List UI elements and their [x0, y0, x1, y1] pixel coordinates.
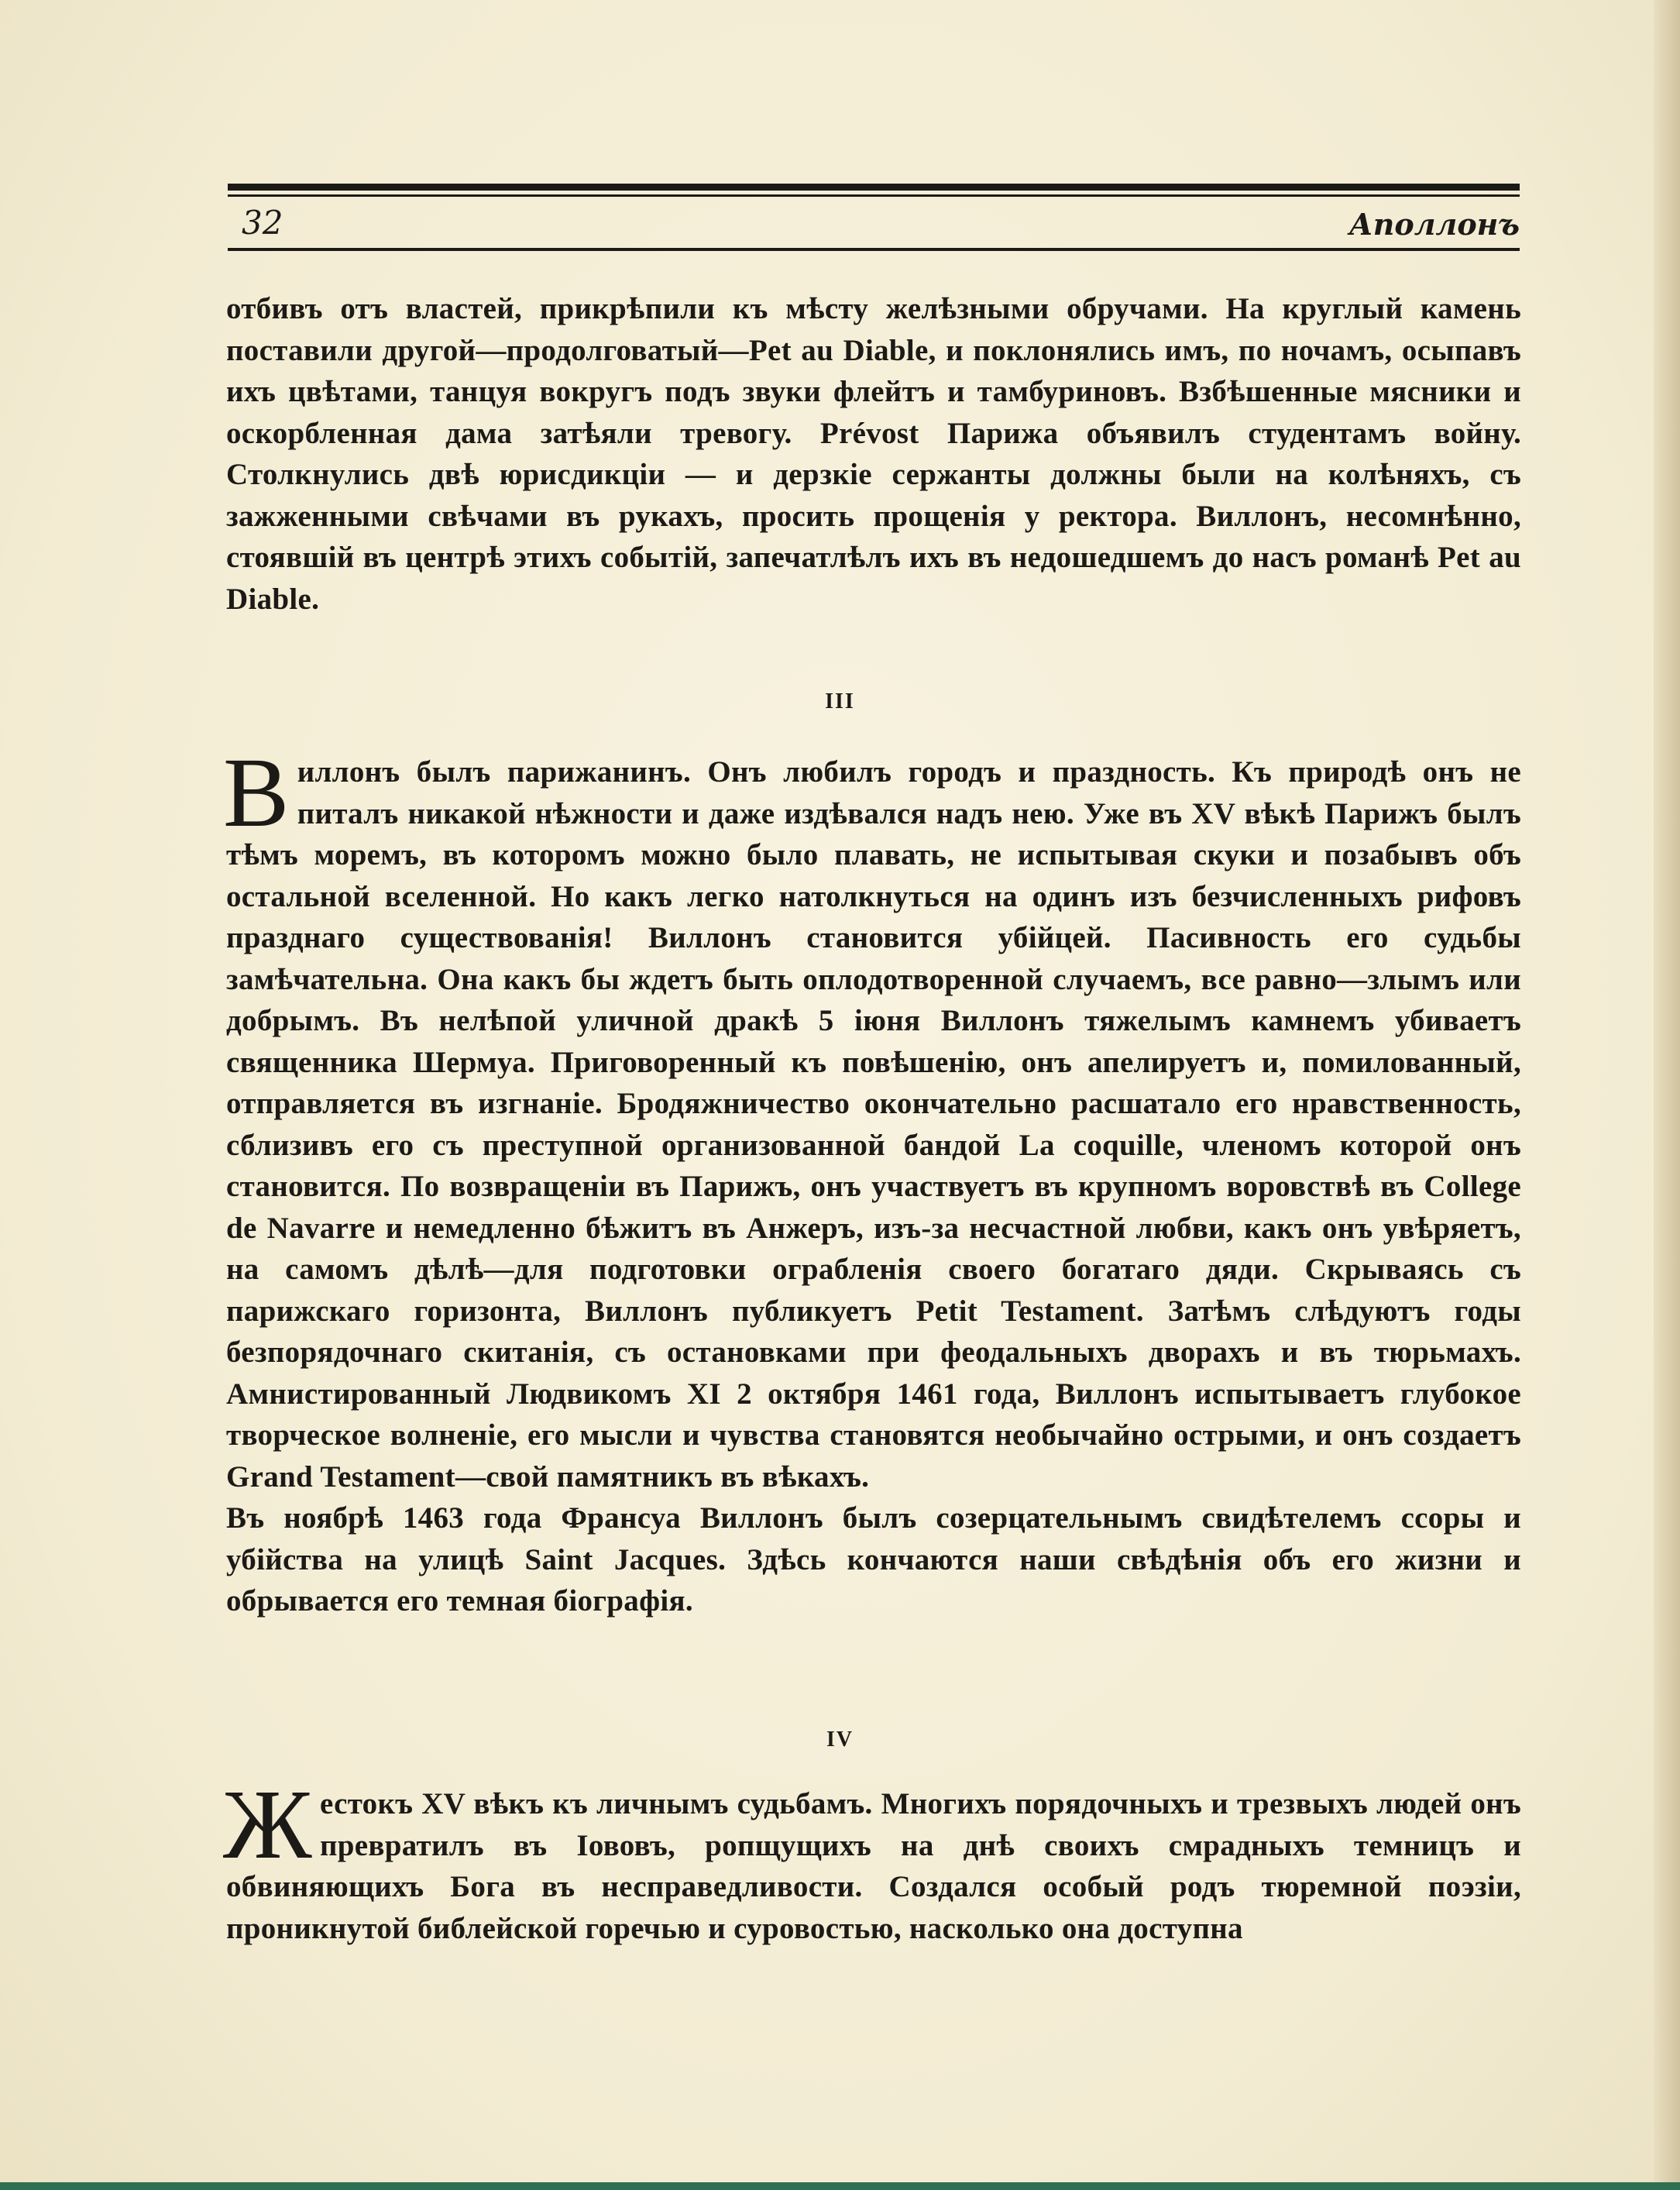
- section-iii-paragraph: [223, 737, 1521, 1497]
- dropcap-zh: Ж: [223, 1769, 312, 1879]
- page-number: 32: [242, 204, 283, 242]
- section-iv-paragraph: [223, 1769, 1521, 1949]
- section-iv-body: [223, 1769, 1521, 1949]
- section-iii-body: [223, 737, 1521, 1622]
- section-iv-text: естокъ XV вѣкъ къ личнымъ судьбамъ. Многихъ порядочныхъ и трезвыхъ людей онъ превратилъ въ Іововъ, ропщущихъ на днѣ своихъ смрадныхъ темницъ и обвиняющихъ Бога въ несправедливости. Создался особый родъ тюремной поэзіи, проникнутой библейской горечью и суровостью, насколько она доступна: [226, 1787, 1521, 1945]
- paragraph-top: [226, 288, 1521, 620]
- section-number-iv: IV: [826, 1728, 854, 1752]
- paragraph-top-text: отбивъ отъ властей, прикрѣпили къ мѣсту желѣзными обручами. На круглый камень поставили другой—продолговатый—Pet au Diable, и поклонялись имъ, по ночамъ, осыпавъ ихъ цвѣтами, танцуя вокругъ подъ звуки флейтъ и тамбуриновъ. Взбѣшенные мясники и оскорбленная дама затѣяли тревогу. Prévost Парижа объявилъ студентамъ войну. Столкнулись двѣ юрисдикціи — и дерзкіе сержанты должны были на колѣняхъ, съ зажженными свѣчами въ рукахъ, просить прощенія у ректора. Виллонъ, несомнѣнно, стоявшій въ центрѣ этихъ событій, запечатлѣлъ ихъ въ недошедшемъ до насъ романѣ Pet au Diable.: [226, 292, 1521, 616]
- header-rule-thick: [228, 184, 1520, 191]
- section-iii-paragraph-2: Въ ноябрѣ 1463 года Франсуа Виллонъ былъ созерцательнымъ свидѣтелемъ ссоры и убійства на улицѣ Saint Jacques. Здѣсь кончаются наши свѣдѣнія объ его жизни и обрывается его темная біографія.: [226, 1501, 1521, 1618]
- page-edge-shadow: [1654, 0, 1680, 2190]
- section-number-iii: III: [825, 689, 855, 713]
- dropcap-v: В: [223, 737, 290, 847]
- page-bottom-edge: [0, 2182, 1680, 2190]
- section-iii-text: иллонъ былъ парижанинъ. Онъ любилъ городъ и праздность. Къ природѣ онъ не питалъ никакой нѣжности и даже издѣвался надъ нею. Уже въ XV вѣкѣ Парижъ былъ тѣмъ моремъ, въ которомъ можно было плавать, не испытывая скуки и позабывъ объ остальной вселенной. Но какъ легко натолкнуться на одинъ изъ безчисленныхъ рифовъ празднаго существованія! Виллонъ становится убійцей. Пасивность его судьбы замѣчательна. Она какъ бы ждетъ быть оплодотворенной случаемъ, все равно—злымъ или добрымъ. Въ нелѣпой уличной дракѣ 5 іюня Виллонъ тяжелымъ камнемъ убиваетъ священника Шермуа. Приговоренный къ повѣшенію, онъ апелируетъ и, помилованный, отправляется въ изгнаніе. Бродяжничество окончательно расшатало его нравственность, сблизивъ его съ преступной организованной бандой La coquille, членомъ которой онъ становится. По возвращеніи въ Парижъ, онъ участвуетъ въ крупномъ воровствѣ въ College de Navarre и немедленно бѣжитъ въ Анжеръ, изъ-за несчастной любви, какъ онъ увѣряетъ, на самомъ дѣлѣ—для подготовки ограбленія своего богатаго дяди. Скрываясь съ парижскаго горизонта, Виллонъ публикуетъ Petit Testament. Затѣмъ слѣдуютъ годы безпорядочнаго скитанія, съ остановками при феодальныхъ дворахъ и въ тюрьмахъ. Амнистированный Людвикомъ XI 2 октября 1461 года, Виллонъ испытываетъ глубокое творческое волненіе, его мысли и чувства становятся необычайно острыми, и онъ создаетъ Grand Testament—свой памятникъ въ вѣкахъ.: [226, 755, 1521, 1494]
- header-rule-under: [228, 248, 1520, 251]
- header-rule-thin: [228, 194, 1520, 197]
- running-title: Аполлонъ: [1348, 207, 1520, 242]
